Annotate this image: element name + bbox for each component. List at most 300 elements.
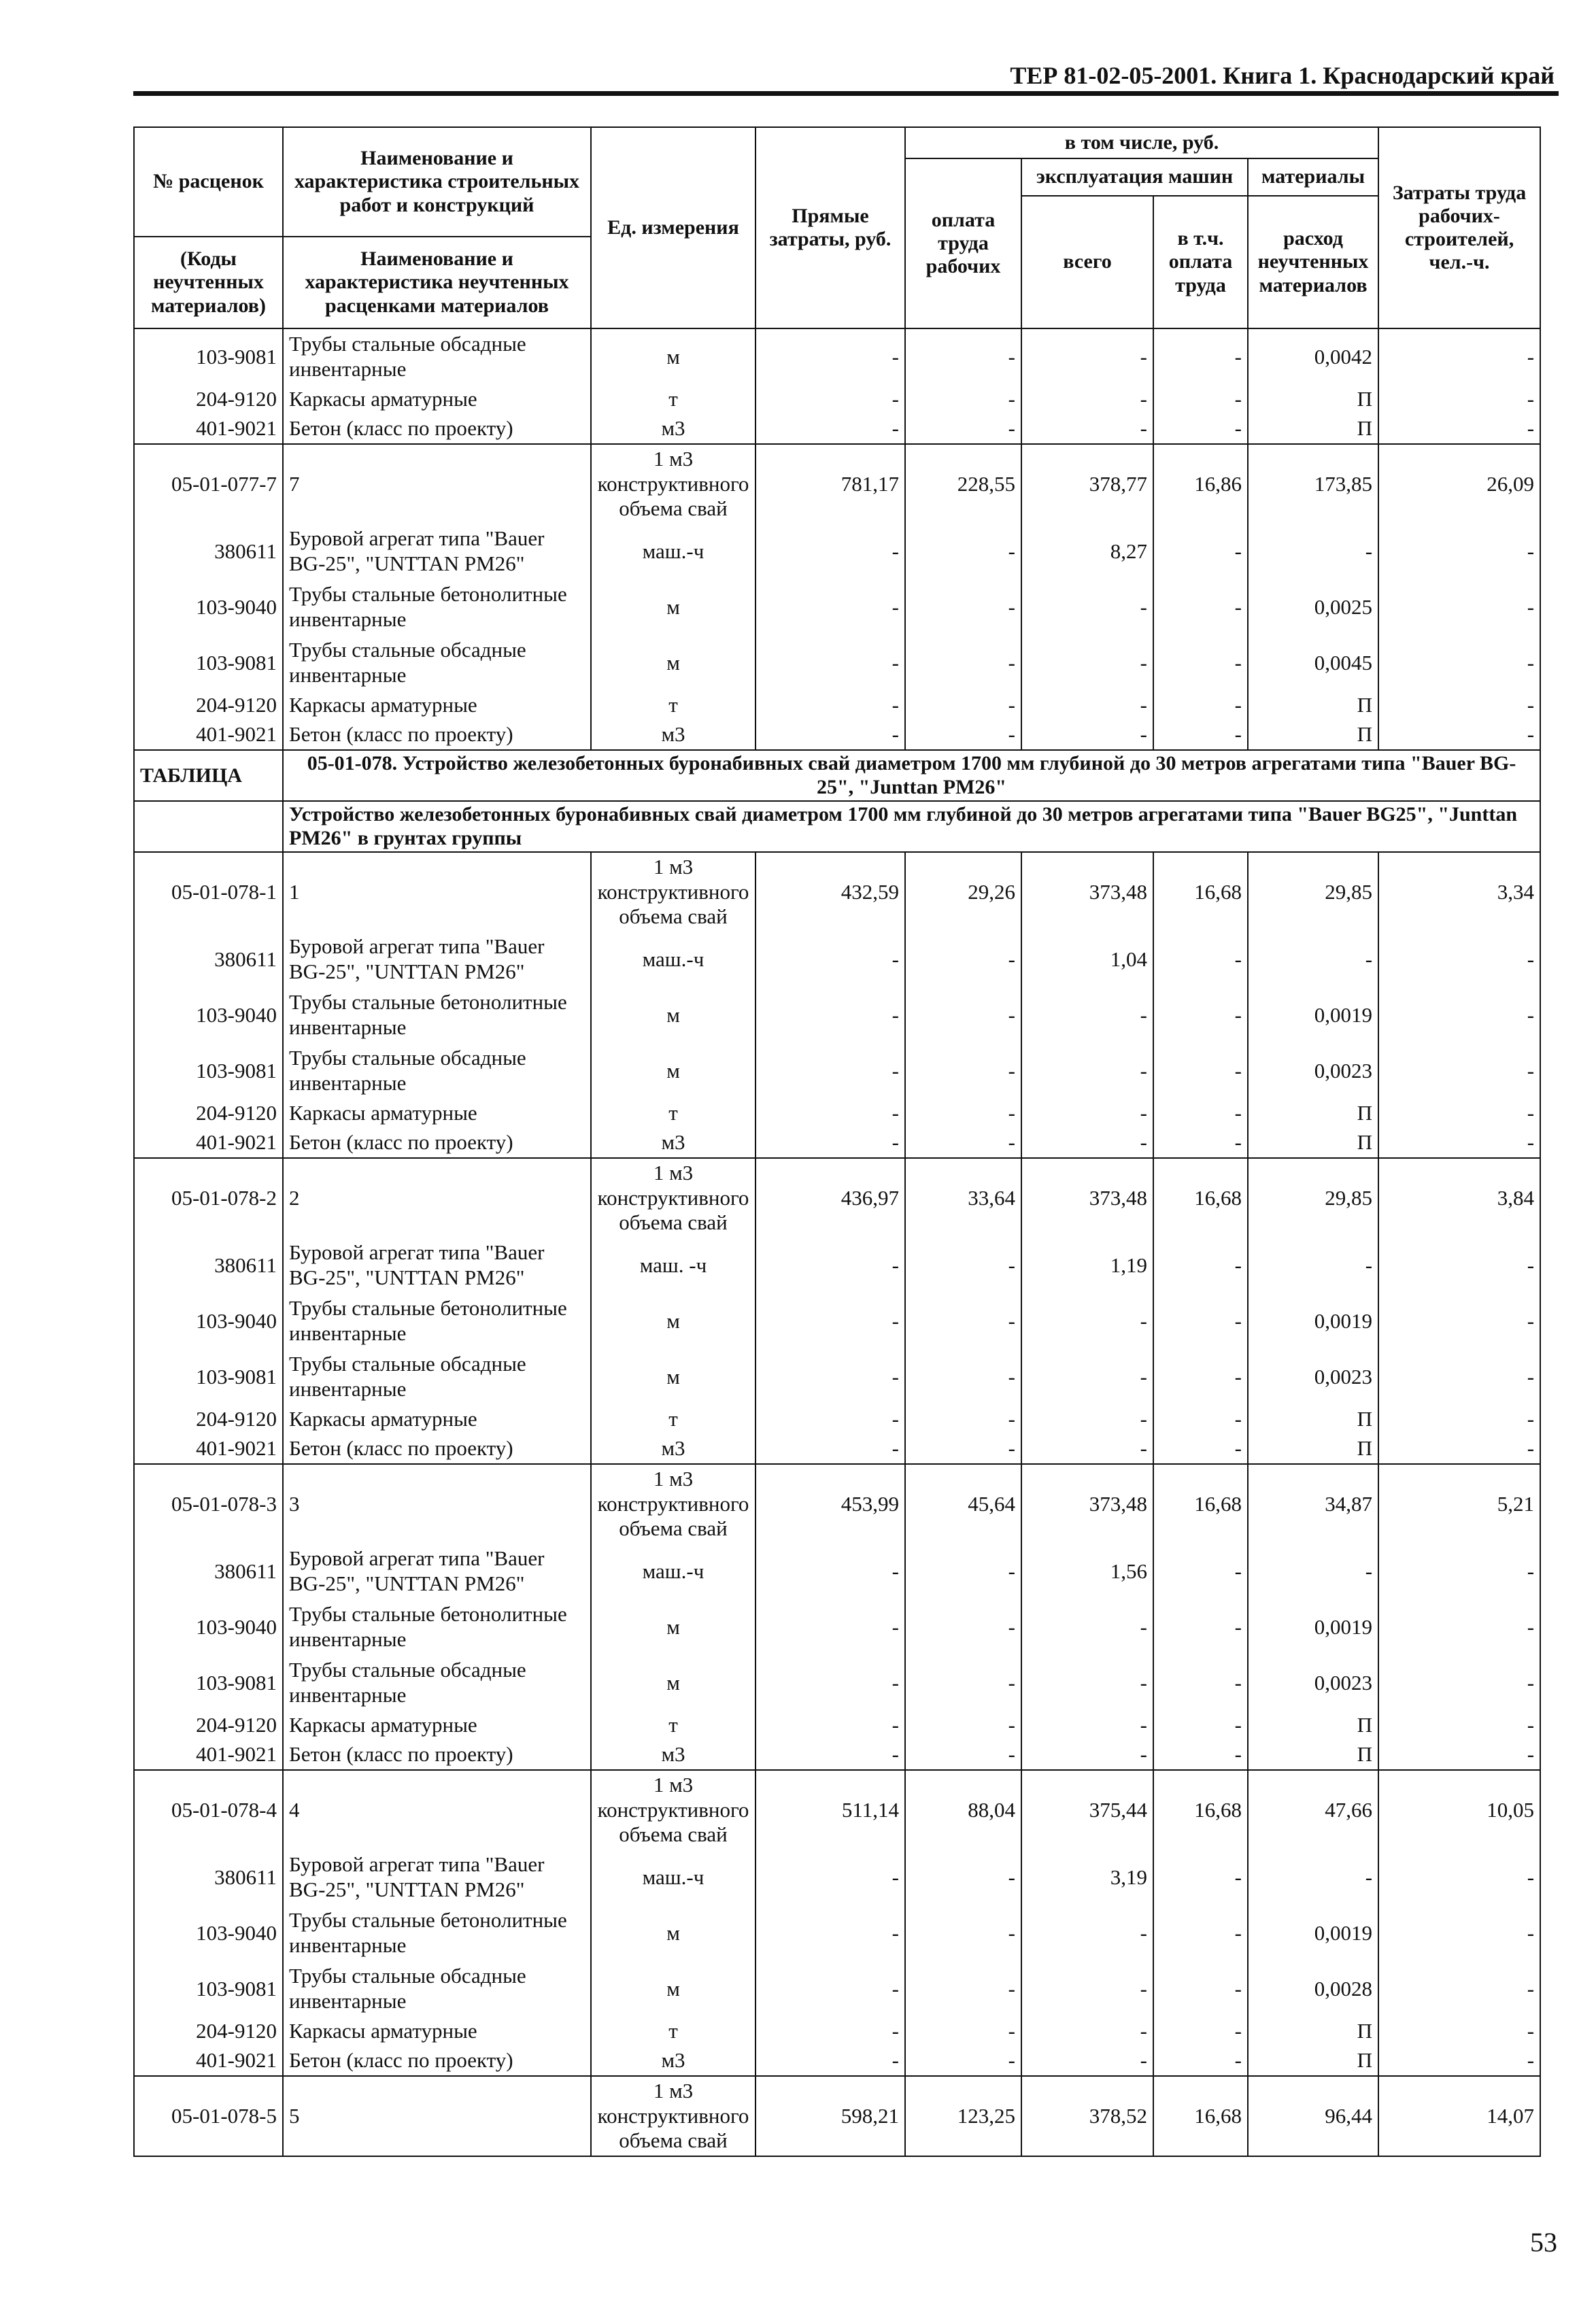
cell-direct: - <box>755 1711 905 1740</box>
cell-machines: - <box>1021 2017 1153 2046</box>
cell-machines: - <box>1021 1905 1153 1961</box>
cell-labor-hours: - <box>1378 720 1540 750</box>
rate-row <box>134 852 1540 932</box>
cell-name: Бетон (класс по проекту) <box>283 1740 591 1770</box>
cell-machines: - <box>1021 1434 1153 1464</box>
cell-materials: - <box>1248 932 1378 987</box>
cell-direct: - <box>755 1128 905 1158</box>
rate-05-01-078-1 <box>134 852 1540 1158</box>
cell-machines-labor: - <box>1153 720 1248 750</box>
cell-labor: - <box>905 635 1021 691</box>
cell-name: Буровой агрегат типа "Bauer BG-25", "UNTTAN PM26" <box>283 1544 591 1599</box>
cell-materials: П <box>1248 1434 1378 1464</box>
cell-labor: - <box>905 414 1021 444</box>
cell-machines: 1,19 <box>1021 1238 1153 1293</box>
cell-name: Трубы стальные обсадные инвентарные <box>283 1043 591 1099</box>
cell-machines: - <box>1021 691 1153 720</box>
rate-row <box>134 1464 1540 1544</box>
cell-name: Трубы стальные обсадные инвентарные <box>283 1655 591 1711</box>
cell-machines: - <box>1021 720 1153 750</box>
cell-direct: - <box>755 1349 905 1405</box>
cell-code: 103-9081 <box>134 1043 283 1099</box>
cell-machines: 8,27 <box>1021 524 1153 579</box>
resource-row <box>134 1043 1540 1099</box>
cell-machines: - <box>1021 579 1153 635</box>
cell-machines: 373,48 <box>1021 1158 1153 1238</box>
cell-machines: - <box>1021 1961 1153 2017</box>
resource-row <box>134 579 1540 635</box>
resource-row <box>134 1544 1540 1599</box>
cell-unit: м3 <box>591 1128 755 1158</box>
rate-row <box>134 1770 1540 1850</box>
cell-materials: 0,0025 <box>1248 579 1378 635</box>
resource-row <box>134 1434 1540 1464</box>
header-direct: Прямые затраты, руб. <box>755 127 905 328</box>
resource-row <box>134 720 1540 750</box>
cell-code: 380611 <box>134 524 283 579</box>
cell-materials: 0,0023 <box>1248 1349 1378 1405</box>
cell-name: Трубы стальные бетонолитные инвентарные <box>283 1293 591 1349</box>
cell-unit: 1 м3 конструктивного объема свай <box>591 852 755 932</box>
cell-labor-hours: 3,34 <box>1378 852 1540 932</box>
cell-materials: 29,85 <box>1248 1158 1378 1238</box>
cell-name: Буровой агрегат типа "Bauer BG-25", "UNTTAN PM26" <box>283 1850 591 1905</box>
resource-row <box>134 1349 1540 1405</box>
cell-direct: - <box>755 1434 905 1464</box>
cell-code: 103-9040 <box>134 987 283 1043</box>
cell-labor-hours: - <box>1378 635 1540 691</box>
cell-machines-labor: 16,68 <box>1153 2076 1248 2156</box>
cell-materials: 0,0028 <box>1248 1961 1378 2017</box>
cell-unit: м <box>591 1043 755 1099</box>
rate-row <box>134 1158 1540 1238</box>
cell-unit: т <box>591 1711 755 1740</box>
cell-unit: маш.-ч <box>591 1850 755 1905</box>
cell-name: 1 <box>283 852 591 932</box>
cell-direct: 436,97 <box>755 1158 905 1238</box>
cell-materials: 0,0019 <box>1248 1293 1378 1349</box>
cell-direct: 432,59 <box>755 852 905 932</box>
cell-direct: - <box>755 328 905 385</box>
cell-machines: - <box>1021 1349 1153 1405</box>
cell-machines: - <box>1021 1405 1153 1434</box>
table-title-block <box>134 750 1540 852</box>
cell-machines-labor: - <box>1153 1711 1248 1740</box>
cell-name: Каркасы арматурные <box>283 1099 591 1128</box>
cell-machines: 1,56 <box>1021 1544 1153 1599</box>
cell-labor-hours: - <box>1378 1128 1540 1158</box>
cell-labor-hours: - <box>1378 414 1540 444</box>
resource-row <box>134 2017 1540 2046</box>
cell-direct: - <box>755 385 905 414</box>
cell-machines-labor: - <box>1153 1544 1248 1599</box>
table-title-label: ТАБЛИЦА <box>134 750 283 801</box>
cell-labor-hours: 5,21 <box>1378 1464 1540 1544</box>
cell-unit: маш. -ч <box>591 1238 755 1293</box>
resource-row <box>134 1128 1540 1158</box>
cell-direct: 598,21 <box>755 2076 905 2156</box>
cell-labor-hours: - <box>1378 1238 1540 1293</box>
cell-labor: 29,26 <box>905 852 1021 932</box>
cell-machines-labor: - <box>1153 987 1248 1043</box>
cell-code: 05-01-078-2 <box>134 1158 283 1238</box>
cell-unit: м <box>591 635 755 691</box>
cell-materials: - <box>1248 1238 1378 1293</box>
cell-labor: - <box>905 2017 1021 2046</box>
resource-row <box>134 1740 1540 1770</box>
cell-labor-hours: - <box>1378 1405 1540 1434</box>
cell-code: 204-9120 <box>134 1711 283 1740</box>
header-materials-sub: расход неучтенных материалов <box>1248 196 1378 328</box>
cell-name: Буровой агрегат типа "Bauer BG-25", "UNTTAN PM26" <box>283 1238 591 1293</box>
cell-materials: П <box>1248 1099 1378 1128</box>
cell-labor-hours: - <box>1378 2017 1540 2046</box>
cell-direct: 511,14 <box>755 1770 905 1850</box>
cell-materials: П <box>1248 720 1378 750</box>
cell-unit: 1 м3 конструктивного объема свай <box>591 2076 755 2156</box>
cell-code: 103-9040 <box>134 1905 283 1961</box>
cell-unit: м <box>591 1655 755 1711</box>
cell-labor: - <box>905 720 1021 750</box>
cell-labor: - <box>905 691 1021 720</box>
header-name-top: Наименование и характеристика строительных работ и конструкций <box>283 127 591 237</box>
cell-machines-labor: - <box>1153 579 1248 635</box>
header-unit: Ед. измерения <box>591 127 755 328</box>
leading-rows <box>134 328 1540 444</box>
cell-materials: 0,0019 <box>1248 1905 1378 1961</box>
cell-direct: - <box>755 691 905 720</box>
header-materials: материалы <box>1248 158 1378 196</box>
cell-materials: 96,44 <box>1248 2076 1378 2156</box>
cell-labor: - <box>905 385 1021 414</box>
cell-materials: 0,0045 <box>1248 635 1378 691</box>
cell-machines: - <box>1021 414 1153 444</box>
cell-machines-labor: - <box>1153 1740 1248 1770</box>
cell-code: 204-9120 <box>134 1099 283 1128</box>
cell-name: Трубы стальные бетонолитные инвентарные <box>283 1599 591 1655</box>
resource-row <box>134 1099 1540 1128</box>
cell-machines-labor: - <box>1153 1599 1248 1655</box>
resource-row <box>134 1599 1540 1655</box>
cell-name: Трубы стальные обсадные инвентарные <box>283 1349 591 1405</box>
cell-machines-labor: - <box>1153 2046 1248 2076</box>
cell-materials: - <box>1248 524 1378 579</box>
cell-materials: 34,87 <box>1248 1464 1378 1544</box>
cell-name: 2 <box>283 1158 591 1238</box>
cell-machines: - <box>1021 1599 1153 1655</box>
cell-name: Буровой агрегат типа "Bauer BG-25", "UNTTAN PM26" <box>283 932 591 987</box>
cell-unit: м3 <box>591 720 755 750</box>
cell-code: 103-9040 <box>134 1599 283 1655</box>
header-machines-total: всего <box>1021 196 1153 328</box>
cell-materials: П <box>1248 691 1378 720</box>
cell-labor: 228,55 <box>905 444 1021 524</box>
cell-labor: - <box>905 1599 1021 1655</box>
cell-machines-labor: - <box>1153 1434 1248 1464</box>
cell-labor: - <box>905 1349 1021 1405</box>
cell-direct: - <box>755 2017 905 2046</box>
cell-code: 103-9040 <box>134 1293 283 1349</box>
rate-05-01-078-3 <box>134 1464 1540 1770</box>
cell-machines-labor: - <box>1153 524 1248 579</box>
resource-row <box>134 691 1540 720</box>
cell-unit: маш.-ч <box>591 524 755 579</box>
cell-code: 401-9021 <box>134 1128 283 1158</box>
cell-machines-labor: - <box>1153 1099 1248 1128</box>
cell-materials: П <box>1248 2046 1378 2076</box>
cell-labor: - <box>905 987 1021 1043</box>
cell-unit: т <box>591 1099 755 1128</box>
cell-labor: - <box>905 1128 1021 1158</box>
cell-direct: - <box>755 1655 905 1711</box>
cell-unit: 1 м3 конструктивного объема свай <box>591 1158 755 1238</box>
cell-labor: - <box>905 1905 1021 1961</box>
cell-labor: - <box>905 328 1021 385</box>
cell-unit: м <box>591 328 755 385</box>
cell-direct: - <box>755 414 905 444</box>
cell-code: 05-01-078-1 <box>134 852 283 932</box>
cell-labor-hours: 26,09 <box>1378 444 1540 524</box>
header-name-bottom: Наименование и характеристика неучтенных расценками материалов <box>283 237 591 328</box>
cell-labor-hours: - <box>1378 987 1540 1043</box>
cell-labor-hours: - <box>1378 328 1540 385</box>
cell-code: 401-9021 <box>134 1434 283 1464</box>
running-header: ТЕР 81-02-05-2001. Книга 1. Краснодарский край <box>1010 62 1555 89</box>
cell-name: Буровой агрегат типа "Bauer BG-25", "UNTTAN PM26" <box>283 524 591 579</box>
page-number: 53 <box>1530 2227 1557 2258</box>
cell-labor: 123,25 <box>905 2076 1021 2156</box>
cell-code: 380611 <box>134 932 283 987</box>
cell-machines-labor: 16,68 <box>1153 1770 1248 1850</box>
cell-labor-hours: - <box>1378 1905 1540 1961</box>
cell-unit: м <box>591 1599 755 1655</box>
cell-machines-labor: 16,68 <box>1153 1158 1248 1238</box>
cell-code: 401-9021 <box>134 414 283 444</box>
table-subtitle-spacer <box>134 801 283 852</box>
cell-name: 5 <box>283 2076 591 2156</box>
resource-row <box>134 932 1540 987</box>
cell-name: Бетон (класс по проекту) <box>283 1128 591 1158</box>
cell-labor: - <box>905 932 1021 987</box>
resource-row <box>134 1655 1540 1711</box>
cell-materials: 0,0023 <box>1248 1655 1378 1711</box>
cell-code: 05-01-078-4 <box>134 1770 283 1850</box>
cell-code: 103-9081 <box>134 1655 283 1711</box>
cell-name: 4 <box>283 1770 591 1850</box>
resource-row <box>134 1850 1540 1905</box>
cell-direct: - <box>755 1405 905 1434</box>
cell-labor: - <box>905 579 1021 635</box>
cell-direct: - <box>755 1043 905 1099</box>
cell-machines-labor: - <box>1153 1905 1248 1961</box>
table-header <box>134 127 1540 328</box>
cell-labor-hours: - <box>1378 932 1540 987</box>
table-subtitle-text: Устройство железобетонных буронабивных свай диаметром 1700 мм глубиной до 30 метров агрегатами типа "Bauer BG25", "Junttan PM26" в грунтах группы <box>283 801 1540 852</box>
cell-name: Трубы стальные обсадные инвентарные <box>283 328 591 385</box>
cell-direct: - <box>755 932 905 987</box>
resource-row <box>134 1238 1540 1293</box>
header-machines-labor: в т.ч. оплата труда <box>1153 196 1248 328</box>
resource-row <box>134 1905 1540 1961</box>
cell-labor-hours: - <box>1378 2046 1540 2076</box>
cell-materials: 173,85 <box>1248 444 1378 524</box>
cell-machines: - <box>1021 1740 1153 1770</box>
cell-materials: П <box>1248 1711 1378 1740</box>
cell-name: Каркасы арматурные <box>283 385 591 414</box>
cell-machines-labor: 16,68 <box>1153 852 1248 932</box>
cell-labor: 33,64 <box>905 1158 1021 1238</box>
cell-labor: - <box>905 1961 1021 2017</box>
cell-code: 380611 <box>134 1850 283 1905</box>
cell-machines-labor: - <box>1153 1405 1248 1434</box>
cell-name: Трубы стальные бетонолитные инвентарные <box>283 1905 591 1961</box>
cell-machines-labor: - <box>1153 385 1248 414</box>
cell-machines: - <box>1021 1711 1153 1740</box>
cell-direct: - <box>755 1850 905 1905</box>
cell-machines-labor: 16,86 <box>1153 444 1248 524</box>
cell-name: Бетон (класс по проекту) <box>283 2046 591 2076</box>
cell-labor-hours: - <box>1378 1850 1540 1905</box>
cell-materials: - <box>1248 1544 1378 1599</box>
cell-machines: 373,48 <box>1021 1464 1153 1544</box>
cell-unit: т <box>591 385 755 414</box>
resource-row <box>134 328 1540 385</box>
header-machines: эксплуатация машин <box>1021 158 1248 196</box>
cell-labor-hours: - <box>1378 1349 1540 1405</box>
cell-code: 401-9021 <box>134 2046 283 2076</box>
cell-materials: 0,0042 <box>1248 328 1378 385</box>
cell-direct: - <box>755 1544 905 1599</box>
cell-labor: - <box>905 2046 1021 2076</box>
cell-labor: - <box>905 1293 1021 1349</box>
header-code-top: № расценок <box>134 127 283 237</box>
cell-unit: маш.-ч <box>591 1544 755 1599</box>
cell-machines-labor: - <box>1153 1655 1248 1711</box>
resource-row <box>134 414 1540 444</box>
cell-code: 204-9120 <box>134 385 283 414</box>
cell-code: 204-9120 <box>134 1405 283 1434</box>
cell-machines-labor: - <box>1153 328 1248 385</box>
cell-direct: - <box>755 1961 905 2017</box>
cell-unit: м <box>591 1905 755 1961</box>
cell-labor-hours: - <box>1378 1740 1540 1770</box>
cell-direct: - <box>755 2046 905 2076</box>
table-title-row <box>134 750 1540 801</box>
cell-unit: м3 <box>591 2046 755 2076</box>
cell-labor: - <box>905 1544 1021 1599</box>
cell-labor-hours: - <box>1378 691 1540 720</box>
cell-labor-hours: 10,05 <box>1378 1770 1540 1850</box>
cell-machines: 375,44 <box>1021 1770 1153 1850</box>
cell-labor: - <box>905 1405 1021 1434</box>
cell-code: 05-01-078-5 <box>134 2076 283 2156</box>
rate-05-01-078-2 <box>134 1158 1540 1464</box>
header-labor: оплата труда рабочих <box>905 158 1021 328</box>
cell-labor: 45,64 <box>905 1464 1021 1544</box>
resource-row <box>134 1711 1540 1740</box>
cell-labor-hours: - <box>1378 1293 1540 1349</box>
cell-name: Каркасы арматурные <box>283 2017 591 2046</box>
rate-05-01-077-7 <box>134 444 1540 750</box>
cell-direct: - <box>755 1099 905 1128</box>
cell-labor: - <box>905 1099 1021 1128</box>
cell-labor-hours: - <box>1378 1655 1540 1711</box>
cell-materials: 47,66 <box>1248 1770 1378 1850</box>
cell-unit: 1 м3 конструктивного объема свай <box>591 444 755 524</box>
cell-machines-labor: - <box>1153 1961 1248 2017</box>
cell-labor: - <box>905 1043 1021 1099</box>
cell-labor: - <box>905 524 1021 579</box>
cell-labor-hours: - <box>1378 1434 1540 1464</box>
cell-machines-labor: - <box>1153 2017 1248 2046</box>
cell-direct: - <box>755 1740 905 1770</box>
cell-labor-hours: - <box>1378 524 1540 579</box>
rate-row <box>134 2076 1540 2156</box>
cell-code: 204-9120 <box>134 2017 283 2046</box>
cell-unit: м <box>591 579 755 635</box>
cell-code: 204-9120 <box>134 691 283 720</box>
cell-labor: - <box>905 1711 1021 1740</box>
rate-row <box>134 444 1540 524</box>
resource-row <box>134 385 1540 414</box>
cell-direct: 781,17 <box>755 444 905 524</box>
cell-labor-hours: - <box>1378 385 1540 414</box>
cell-materials: 0,0019 <box>1248 1599 1378 1655</box>
cell-name: 3 <box>283 1464 591 1544</box>
cell-machines: - <box>1021 1099 1153 1128</box>
cell-code: 103-9081 <box>134 1961 283 2017</box>
cell-direct: - <box>755 1238 905 1293</box>
cell-code: 103-9040 <box>134 579 283 635</box>
resource-row <box>134 987 1540 1043</box>
cell-machines: - <box>1021 1128 1153 1158</box>
cell-direct: 453,99 <box>755 1464 905 1544</box>
cell-code: 401-9021 <box>134 720 283 750</box>
resource-row <box>134 635 1540 691</box>
cell-labor: - <box>905 1238 1021 1293</box>
header-incl: в том числе, руб. <box>905 127 1378 158</box>
cell-code: 401-9021 <box>134 1740 283 1770</box>
table-title-text: 05-01-078. Устройство железобетонных буронабивных свай диаметром 1700 мм глубиной до 30 метров агрегатами типа "Bauer BG-25", "Junttan PM26" <box>283 750 1540 801</box>
cell-unit: м <box>591 1349 755 1405</box>
resource-row <box>134 2046 1540 2076</box>
cell-unit: м3 <box>591 1740 755 1770</box>
cell-labor-hours: - <box>1378 1961 1540 2017</box>
cell-unit: т <box>591 691 755 720</box>
cell-labor-hours: - <box>1378 1544 1540 1599</box>
cell-direct: - <box>755 1293 905 1349</box>
cell-labor: - <box>905 1740 1021 1770</box>
cell-direct: - <box>755 1905 905 1961</box>
cell-machines: 378,77 <box>1021 444 1153 524</box>
cell-code: 380611 <box>134 1544 283 1599</box>
cell-labor: - <box>905 1434 1021 1464</box>
cell-unit: т <box>591 2017 755 2046</box>
cell-labor-hours: 3,84 <box>1378 1158 1540 1238</box>
cell-materials: П <box>1248 2017 1378 2046</box>
cell-materials: 0,0023 <box>1248 1043 1378 1099</box>
cell-machines-labor: - <box>1153 1293 1248 1349</box>
cell-unit: м3 <box>591 414 755 444</box>
cell-labor: 88,04 <box>905 1770 1021 1850</box>
cell-machines-labor: 16,68 <box>1153 1464 1248 1544</box>
cell-labor-hours: - <box>1378 1099 1540 1128</box>
cell-machines: - <box>1021 1043 1153 1099</box>
cell-labor-hours: - <box>1378 1043 1540 1099</box>
cell-code: 103-9081 <box>134 328 283 385</box>
cell-machines-labor: - <box>1153 1349 1248 1405</box>
cell-direct: - <box>755 987 905 1043</box>
